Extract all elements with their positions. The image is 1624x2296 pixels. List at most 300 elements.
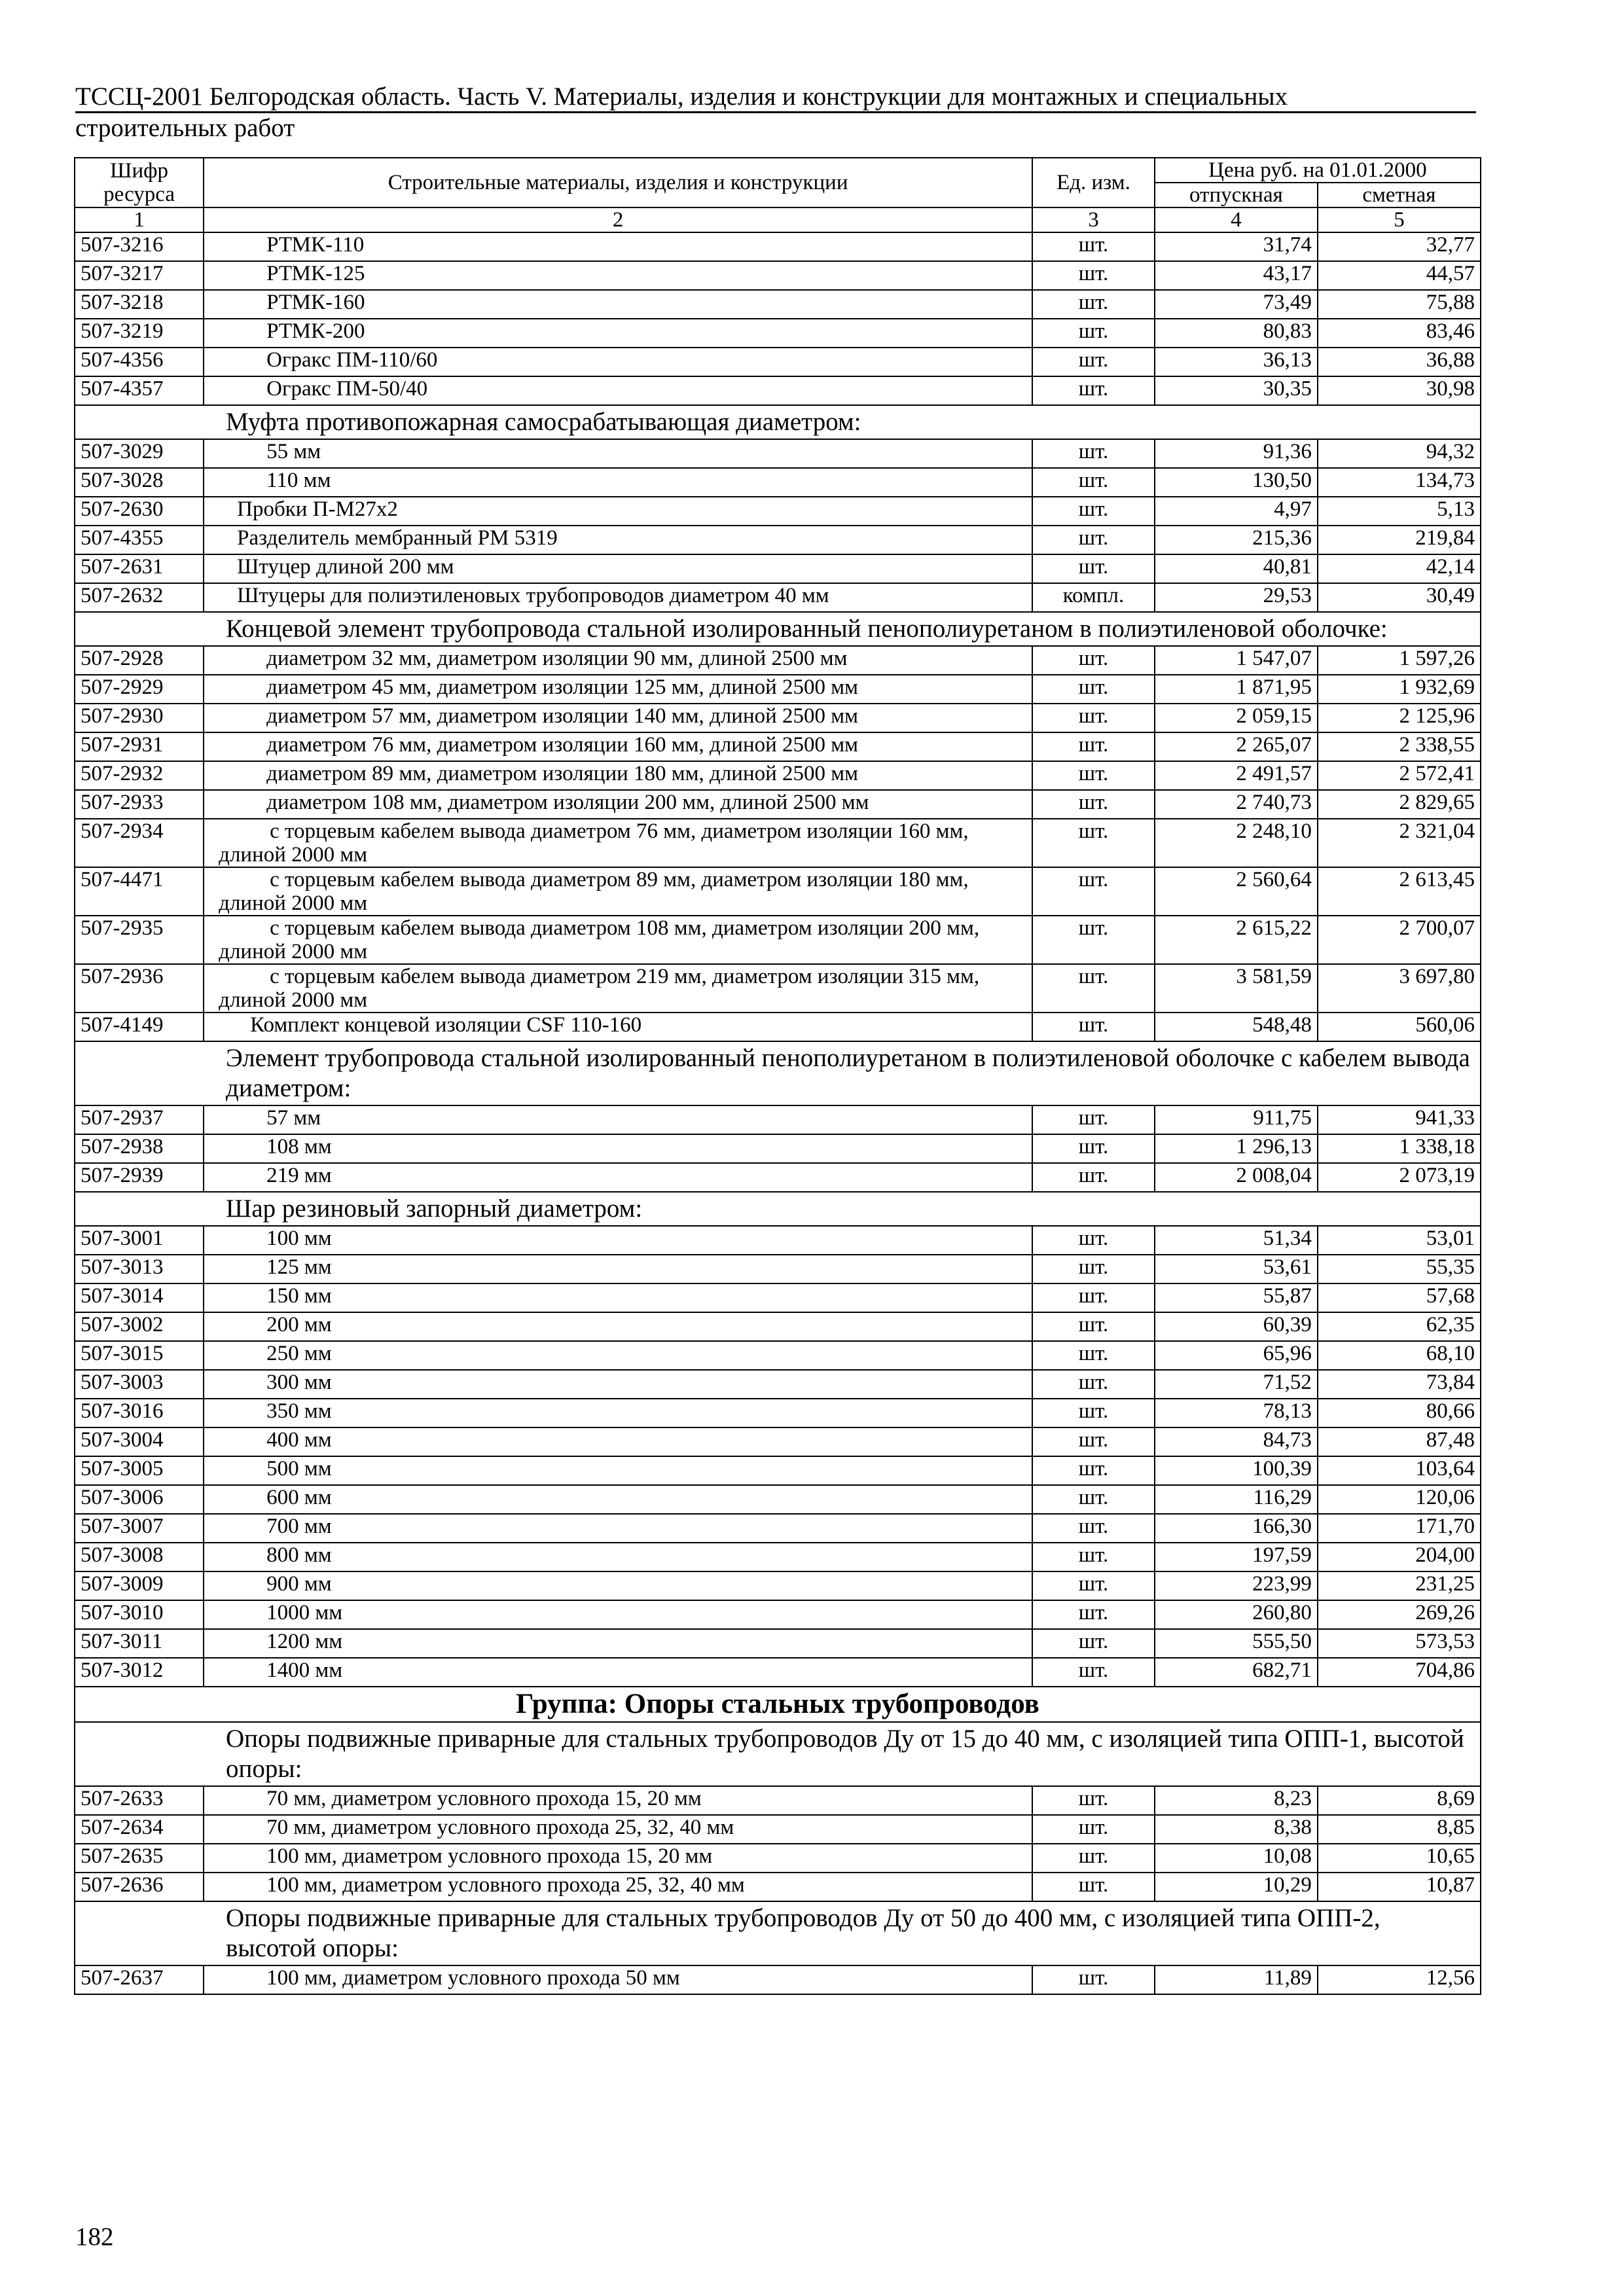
cell-price-estimate: 1 597,26	[1318, 646, 1481, 675]
cell-price-estimate: 75,88	[1318, 290, 1481, 319]
cell-price-release: 53,61	[1155, 1255, 1318, 1283]
cell-resource-code: 507-3016	[75, 1399, 204, 1427]
cell-price-estimate: 80,66	[1318, 1399, 1481, 1427]
cell-unit: шт.	[1032, 1571, 1155, 1600]
cell-price-estimate: 2 321,04	[1318, 819, 1481, 867]
cell-price-release: 60,39	[1155, 1312, 1318, 1341]
header-col-number: 3	[1032, 207, 1155, 232]
section-heading-row	[75, 1041, 1481, 1105]
cell-price-estimate: 83,46	[1318, 319, 1481, 348]
cell-price-release: 91,36	[1155, 439, 1318, 468]
table-header	[75, 158, 1481, 232]
cell-material-name: РТМК-200	[204, 319, 1032, 348]
cell-resource-code: 507-2931	[75, 732, 204, 761]
cell-unit: шт.	[1032, 497, 1155, 526]
cell-unit: шт.	[1032, 1629, 1155, 1658]
cell-price-release: 40,81	[1155, 554, 1318, 583]
cell-price-release: 84,73	[1155, 1427, 1318, 1456]
cell-resource-code: 507-2932	[75, 761, 204, 790]
cell-price-release: 116,29	[1155, 1485, 1318, 1514]
cell-price-release: 4,97	[1155, 497, 1318, 526]
cell-resource-code: 507-2633	[75, 1786, 204, 1815]
cell-resource-code: 507-2935	[75, 916, 204, 964]
cell-unit: шт.	[1032, 1283, 1155, 1312]
table-row	[75, 1283, 1481, 1312]
cell-unit: шт.	[1032, 1844, 1155, 1873]
cell-price-estimate: 103,64	[1318, 1456, 1481, 1485]
cell-unit: шт.	[1032, 1105, 1155, 1134]
cell-price-release: 1 547,07	[1155, 646, 1318, 675]
cell-material-name: диаметром 108 мм, диаметром изоляции 200 мм, длиной 2500 мм	[204, 790, 1032, 819]
cell-unit: шт.	[1032, 1543, 1155, 1571]
cell-price-estimate: 8,69	[1318, 1786, 1481, 1815]
cell-resource-code: 507-2938	[75, 1134, 204, 1163]
cell-price-release: 11,89	[1155, 1965, 1318, 1994]
cell-resource-code: 507-3216	[75, 232, 204, 261]
cell-material-name: с торцевым кабелем вывода диаметром 108 мм, диаметром изоляции 200 мм, длиной 2000 мм	[204, 916, 1032, 964]
cell-unit: шт.	[1032, 1134, 1155, 1163]
cell-price-release: 2 008,04	[1155, 1163, 1318, 1192]
cell-material-name: 100 мм	[204, 1226, 1032, 1255]
cell-unit: шт.	[1032, 675, 1155, 704]
cell-price-estimate: 8,85	[1318, 1815, 1481, 1844]
cell-price-estimate: 30,49	[1318, 583, 1481, 612]
cell-unit: шт.	[1032, 1370, 1155, 1399]
cell-unit: шт.	[1032, 1013, 1155, 1041]
section-heading: Концевой элемент трубопровода стальной изолированный пенополиуретаном в полиэтиленовой оболочке:	[75, 612, 1481, 646]
cell-price-estimate: 134,73	[1318, 468, 1481, 497]
table-row	[75, 1815, 1481, 1844]
cell-price-release: 682,71	[1155, 1658, 1318, 1687]
cell-material-name: 1400 мм	[204, 1658, 1032, 1687]
cell-price-estimate: 2 125,96	[1318, 704, 1481, 732]
cell-price-estimate: 57,68	[1318, 1283, 1481, 1312]
table-row	[75, 704, 1481, 732]
cell-price-release: 3 581,59	[1155, 964, 1318, 1013]
cell-material-name: 500 мм	[204, 1456, 1032, 1485]
table-row	[75, 1105, 1481, 1134]
table-row	[75, 1786, 1481, 1815]
table-row	[75, 1965, 1481, 1994]
header-price-estimate: сметная	[1318, 183, 1481, 207]
cell-unit: шт.	[1032, 1226, 1155, 1255]
table-row	[75, 1571, 1481, 1600]
cell-price-estimate: 2 700,07	[1318, 916, 1481, 964]
cell-resource-code: 507-4355	[75, 526, 204, 554]
table-row	[75, 1163, 1481, 1192]
cell-unit: компл.	[1032, 583, 1155, 612]
cell-price-estimate: 2 338,55	[1318, 732, 1481, 761]
cell-resource-code: 507-3013	[75, 1255, 204, 1283]
cell-price-release: 100,39	[1155, 1456, 1318, 1485]
cell-price-estimate: 231,25	[1318, 1571, 1481, 1600]
cell-resource-code: 507-3218	[75, 290, 204, 319]
cell-price-estimate: 3 697,80	[1318, 964, 1481, 1013]
cell-material-name: с торцевым кабелем вывода диаметром 76 мм, диаметром изоляции 160 мм, длиной 2000 мм	[204, 819, 1032, 867]
table-row	[75, 526, 1481, 554]
cell-price-release: 10,08	[1155, 1844, 1318, 1873]
cell-material-name: 1000 мм	[204, 1600, 1032, 1629]
table-row	[75, 468, 1481, 497]
section-heading: Шар резиновый запорный диаметром:	[75, 1192, 1481, 1226]
cell-resource-code: 507-2928	[75, 646, 204, 675]
table-row	[75, 1658, 1481, 1687]
cell-price-estimate: 204,00	[1318, 1543, 1481, 1571]
table-row	[75, 319, 1481, 348]
table-row	[75, 1629, 1481, 1658]
cell-price-estimate: 30,98	[1318, 376, 1481, 405]
cell-resource-code: 507-3014	[75, 1283, 204, 1312]
cell-resource-code: 507-4356	[75, 348, 204, 376]
cell-material-name: с торцевым кабелем вывода диаметром 89 мм, диаметром изоляции 180 мм, длиной 2000 мм	[204, 867, 1032, 916]
cell-resource-code: 507-3217	[75, 261, 204, 290]
cell-unit: шт.	[1032, 1427, 1155, 1456]
cell-unit: шт.	[1032, 819, 1155, 867]
cell-material-name: 100 мм, диаметром условного прохода 50 мм	[204, 1965, 1032, 1994]
cell-price-estimate: 2 572,41	[1318, 761, 1481, 790]
header-price-release: отпускная	[1155, 183, 1318, 207]
table-row	[75, 1013, 1481, 1041]
cell-price-release: 2 491,57	[1155, 761, 1318, 790]
cell-unit: шт.	[1032, 1312, 1155, 1341]
table-row	[75, 1600, 1481, 1629]
cell-resource-code: 507-3010	[75, 1600, 204, 1629]
header-col-number: 4	[1155, 207, 1318, 232]
cell-material-name: 300 мм	[204, 1370, 1032, 1399]
cell-material-name: 400 мм	[204, 1427, 1032, 1456]
cell-price-release: 65,96	[1155, 1341, 1318, 1370]
cell-unit: шт.	[1032, 964, 1155, 1013]
cell-price-estimate: 10,87	[1318, 1873, 1481, 1901]
cell-price-estimate: 219,84	[1318, 526, 1481, 554]
header-title-line1: ТССЦ-2001 Белгородская область. Часть V. Материалы, изделия и конструкции для монтажных и специальных	[75, 82, 1476, 113]
cell-price-estimate: 1 338,18	[1318, 1134, 1481, 1163]
table-row	[75, 964, 1481, 1013]
cell-resource-code: 507-3004	[75, 1427, 204, 1456]
cell-material-name: диаметром 89 мм, диаметром изоляции 180 мм, длиной 2500 мм	[204, 761, 1032, 790]
cell-material-name: 900 мм	[204, 1571, 1032, 1600]
cell-price-release: 36,13	[1155, 348, 1318, 376]
cell-resource-code: 507-3029	[75, 439, 204, 468]
cell-unit: шт.	[1032, 1815, 1155, 1844]
table-row	[75, 583, 1481, 612]
cell-resource-code: 507-3009	[75, 1571, 204, 1600]
cell-resource-code: 507-2632	[75, 583, 204, 612]
cell-price-estimate: 573,53	[1318, 1629, 1481, 1658]
cell-unit: шт.	[1032, 732, 1155, 761]
table-row	[75, 646, 1481, 675]
table-row	[75, 916, 1481, 964]
cell-material-name: Огракс ПМ-50/40	[204, 376, 1032, 405]
table-body	[75, 232, 1481, 1994]
cell-resource-code: 507-2637	[75, 1965, 204, 1994]
cell-material-name: 70 мм, диаметром условного прохода 15, 20 мм	[204, 1786, 1032, 1815]
cell-unit: шт.	[1032, 1873, 1155, 1901]
cell-price-estimate: 44,57	[1318, 261, 1481, 290]
table-row	[75, 1543, 1481, 1571]
cell-price-release: 1 296,13	[1155, 1134, 1318, 1163]
section-heading-row	[75, 1192, 1481, 1226]
section-heading: Опоры подвижные приварные для стальных трубопроводов Ду от 50 до 400 мм, с изоляцией типа ОПП-2, высотой опоры:	[75, 1901, 1481, 1965]
cell-unit: шт.	[1032, 790, 1155, 819]
section-heading-row	[75, 1722, 1481, 1786]
cell-material-name: Огракс ПМ-110/60	[204, 348, 1032, 376]
table-row	[75, 290, 1481, 319]
cell-material-name: Штуцер длиной 200 мм	[204, 554, 1032, 583]
cell-price-estimate: 53,01	[1318, 1226, 1481, 1255]
cell-material-name: Пробки П-М27х2	[204, 497, 1032, 526]
cell-resource-code: 507-3008	[75, 1543, 204, 1571]
cell-price-estimate: 1 932,69	[1318, 675, 1481, 704]
table-row	[75, 1255, 1481, 1283]
cell-price-release: 2 059,15	[1155, 704, 1318, 732]
cell-price-estimate: 120,06	[1318, 1485, 1481, 1514]
cell-price-release: 223,99	[1155, 1571, 1318, 1600]
cell-material-name: 250 мм	[204, 1341, 1032, 1370]
cell-material-name: 70 мм, диаметром условного прохода 25, 32, 40 мм	[204, 1815, 1032, 1844]
table-row	[75, 261, 1481, 290]
cell-price-release: 71,52	[1155, 1370, 1318, 1399]
header-title-line2: строительных работ	[75, 114, 295, 142]
cell-price-release: 130,50	[1155, 468, 1318, 497]
cell-unit: шт.	[1032, 439, 1155, 468]
table-row	[75, 1485, 1481, 1514]
cell-resource-code: 507-2939	[75, 1163, 204, 1192]
cell-resource-code: 507-3007	[75, 1514, 204, 1543]
cell-resource-code: 507-2635	[75, 1844, 204, 1873]
cell-material-name: диаметром 76 мм, диаметром изоляции 160 мм, длиной 2500 мм	[204, 732, 1032, 761]
cell-price-estimate: 704,86	[1318, 1658, 1481, 1687]
cell-resource-code: 507-3015	[75, 1341, 204, 1370]
cell-unit: шт.	[1032, 1965, 1155, 1994]
cell-unit: шт.	[1032, 1255, 1155, 1283]
table-row	[75, 497, 1481, 526]
cell-price-release: 80,83	[1155, 319, 1318, 348]
cell-price-estimate: 42,14	[1318, 554, 1481, 583]
cell-price-release: 2 615,22	[1155, 916, 1318, 964]
cell-price-release: 166,30	[1155, 1514, 1318, 1543]
cell-price-release: 2 740,73	[1155, 790, 1318, 819]
cell-material-name: диаметром 32 мм, диаметром изоляции 90 мм, длиной 2500 мм	[204, 646, 1032, 675]
cell-resource-code: 507-2933	[75, 790, 204, 819]
cell-price-release: 2 265,07	[1155, 732, 1318, 761]
cell-material-name: 110 мм	[204, 468, 1032, 497]
header-name: Строительные материалы, изделия и конструкции	[204, 158, 1032, 207]
cell-price-estimate: 10,65	[1318, 1844, 1481, 1873]
cell-unit: шт.	[1032, 1399, 1155, 1427]
cell-price-estimate: 2 613,45	[1318, 867, 1481, 916]
cell-price-release: 29,53	[1155, 583, 1318, 612]
table-row	[75, 1226, 1481, 1255]
cell-material-name: с торцевым кабелем вывода диаметром 219 мм, диаметром изоляции 315 мм, длиной 2000 мм	[204, 964, 1032, 1013]
cell-price-release: 8,23	[1155, 1786, 1318, 1815]
cell-price-estimate: 36,88	[1318, 348, 1481, 376]
cell-price-estimate: 55,35	[1318, 1255, 1481, 1283]
cell-material-name: 125 мм	[204, 1255, 1032, 1283]
table-row	[75, 1514, 1481, 1543]
cell-resource-code: 507-2936	[75, 964, 204, 1013]
cell-resource-code: 507-3003	[75, 1370, 204, 1399]
cell-price-estimate: 62,35	[1318, 1312, 1481, 1341]
cell-material-name: 100 мм, диаметром условного прохода 25, 32, 40 мм	[204, 1873, 1032, 1901]
cell-unit: шт.	[1032, 554, 1155, 583]
cell-unit: шт.	[1032, 319, 1155, 348]
section-heading: Муфта противопожарная самосрабатывающая диаметром:	[75, 405, 1481, 439]
cell-resource-code: 507-3006	[75, 1485, 204, 1514]
cell-price-estimate: 560,06	[1318, 1013, 1481, 1041]
cell-material-name: 800 мм	[204, 1543, 1032, 1571]
table-row	[75, 348, 1481, 376]
cell-unit: шт.	[1032, 1600, 1155, 1629]
cell-price-release: 197,59	[1155, 1543, 1318, 1571]
cell-unit: шт.	[1032, 261, 1155, 290]
table-row	[75, 232, 1481, 261]
cell-price-estimate: 87,48	[1318, 1427, 1481, 1456]
section-heading-row	[75, 612, 1481, 646]
cell-price-estimate: 2 829,65	[1318, 790, 1481, 819]
cell-unit: шт.	[1032, 232, 1155, 261]
cell-material-name: Штуцеры для полиэтиленовых трубопроводов диаметром 40 мм	[204, 583, 1032, 612]
section-heading-row	[75, 405, 1481, 439]
cell-unit: шт.	[1032, 1341, 1155, 1370]
group-heading-row	[75, 1687, 1481, 1722]
table-row	[75, 1312, 1481, 1341]
cell-unit: шт.	[1032, 646, 1155, 675]
cell-resource-code: 507-3001	[75, 1226, 204, 1255]
table-row	[75, 1399, 1481, 1427]
cell-resource-code: 507-4357	[75, 376, 204, 405]
cell-price-estimate: 171,70	[1318, 1514, 1481, 1543]
cell-resource-code: 507-3005	[75, 1456, 204, 1485]
table-row	[75, 732, 1481, 761]
cell-material-name: РТМК-160	[204, 290, 1032, 319]
table-row	[75, 1456, 1481, 1485]
cell-material-name: Комплект концевой изоляции CSF 110-160	[204, 1013, 1032, 1041]
cell-price-release: 10,29	[1155, 1873, 1318, 1901]
header-col-number: 2	[204, 207, 1032, 232]
cell-price-release: 548,48	[1155, 1013, 1318, 1041]
materials-price-table	[74, 157, 1481, 1995]
cell-price-release: 2 560,64	[1155, 867, 1318, 916]
cell-material-name: 100 мм, диаметром условного прохода 15, 20 мм	[204, 1844, 1032, 1873]
cell-price-estimate: 73,84	[1318, 1370, 1481, 1399]
table-row	[75, 376, 1481, 405]
cell-material-name: 200 мм	[204, 1312, 1032, 1341]
section-heading: Элемент трубопровода стальной изолированный пенополиуретаном в полиэтиленовой оболочке с кабелем вывода диаметром:	[75, 1041, 1481, 1105]
cell-unit: шт.	[1032, 526, 1155, 554]
cell-material-name: 108 мм	[204, 1134, 1032, 1163]
cell-material-name: 700 мм	[204, 1514, 1032, 1543]
cell-material-name: 150 мм	[204, 1283, 1032, 1312]
cell-resource-code: 507-4149	[75, 1013, 204, 1041]
table-row	[75, 1370, 1481, 1399]
cell-price-release: 8,38	[1155, 1815, 1318, 1844]
page-header	[75, 82, 1476, 143]
header-code: Шифр ресурса	[75, 158, 204, 207]
cell-price-release: 43,17	[1155, 261, 1318, 290]
table-row	[75, 439, 1481, 468]
cell-unit: шт.	[1032, 867, 1155, 916]
cell-resource-code: 507-2934	[75, 819, 204, 867]
cell-material-name: диаметром 45 мм, диаметром изоляции 125 мм, длиной 2500 мм	[204, 675, 1032, 704]
cell-resource-code: 507-2631	[75, 554, 204, 583]
cell-unit: шт.	[1032, 761, 1155, 790]
cell-unit: шт.	[1032, 1786, 1155, 1815]
cell-resource-code: 507-3002	[75, 1312, 204, 1341]
cell-price-release: 30,35	[1155, 376, 1318, 405]
cell-price-estimate: 5,13	[1318, 497, 1481, 526]
cell-material-name: 1200 мм	[204, 1629, 1032, 1658]
cell-unit: шт.	[1032, 376, 1155, 405]
section-heading-row	[75, 1901, 1481, 1965]
cell-price-release: 2 248,10	[1155, 819, 1318, 867]
header-col-number: 5	[1318, 207, 1481, 232]
cell-price-release: 55,87	[1155, 1283, 1318, 1312]
cell-price-release: 1 871,95	[1155, 675, 1318, 704]
cell-material-name: РТМК-125	[204, 261, 1032, 290]
cell-price-estimate: 32,77	[1318, 232, 1481, 261]
cell-price-estimate: 12,56	[1318, 1965, 1481, 1994]
cell-price-estimate: 68,10	[1318, 1341, 1481, 1370]
cell-resource-code: 507-3012	[75, 1658, 204, 1687]
cell-resource-code: 507-2937	[75, 1105, 204, 1134]
cell-unit: шт.	[1032, 468, 1155, 497]
cell-price-release: 911,75	[1155, 1105, 1318, 1134]
cell-material-name: Разделитель мембранный РМ 5319	[204, 526, 1032, 554]
cell-resource-code: 507-2630	[75, 497, 204, 526]
table-row	[75, 790, 1481, 819]
cell-resource-code: 507-2634	[75, 1815, 204, 1844]
cell-price-estimate: 2 073,19	[1318, 1163, 1481, 1192]
cell-price-release: 260,80	[1155, 1600, 1318, 1629]
cell-price-estimate: 941,33	[1318, 1105, 1481, 1134]
table-row	[75, 1873, 1481, 1901]
table-row	[75, 1844, 1481, 1873]
cell-resource-code: 507-2636	[75, 1873, 204, 1901]
cell-unit: шт.	[1032, 1163, 1155, 1192]
header-price: Цена руб. на 01.01.2000	[1155, 158, 1481, 183]
cell-material-name: 600 мм	[204, 1485, 1032, 1514]
cell-price-release: 215,36	[1155, 526, 1318, 554]
cell-price-release: 31,74	[1155, 232, 1318, 261]
cell-material-name: РТМК-110	[204, 232, 1032, 261]
cell-unit: шт.	[1032, 348, 1155, 376]
cell-unit: шт.	[1032, 1456, 1155, 1485]
cell-resource-code: 507-2930	[75, 704, 204, 732]
cell-material-name: 55 мм	[204, 439, 1032, 468]
cell-price-estimate: 94,32	[1318, 439, 1481, 468]
cell-unit: шт.	[1032, 916, 1155, 964]
cell-unit: шт.	[1032, 1514, 1155, 1543]
cell-unit: шт.	[1032, 704, 1155, 732]
table-row	[75, 675, 1481, 704]
table-row	[75, 867, 1481, 916]
cell-material-name: 57 мм	[204, 1105, 1032, 1134]
cell-material-name: диаметром 57 мм, диаметром изоляции 140 мм, длиной 2500 мм	[204, 704, 1032, 732]
cell-resource-code: 507-3219	[75, 319, 204, 348]
cell-resource-code: 507-2929	[75, 675, 204, 704]
table-row	[75, 761, 1481, 790]
cell-resource-code: 507-3011	[75, 1629, 204, 1658]
cell-price-release: 73,49	[1155, 290, 1318, 319]
header-col-number: 1	[75, 207, 204, 232]
cell-price-release: 51,34	[1155, 1226, 1318, 1255]
cell-price-estimate: 269,26	[1318, 1600, 1481, 1629]
cell-price-release: 78,13	[1155, 1399, 1318, 1427]
header-unit: Ед. изм.	[1032, 158, 1155, 207]
table-row	[75, 1427, 1481, 1456]
page-number: 182	[75, 2223, 114, 2251]
